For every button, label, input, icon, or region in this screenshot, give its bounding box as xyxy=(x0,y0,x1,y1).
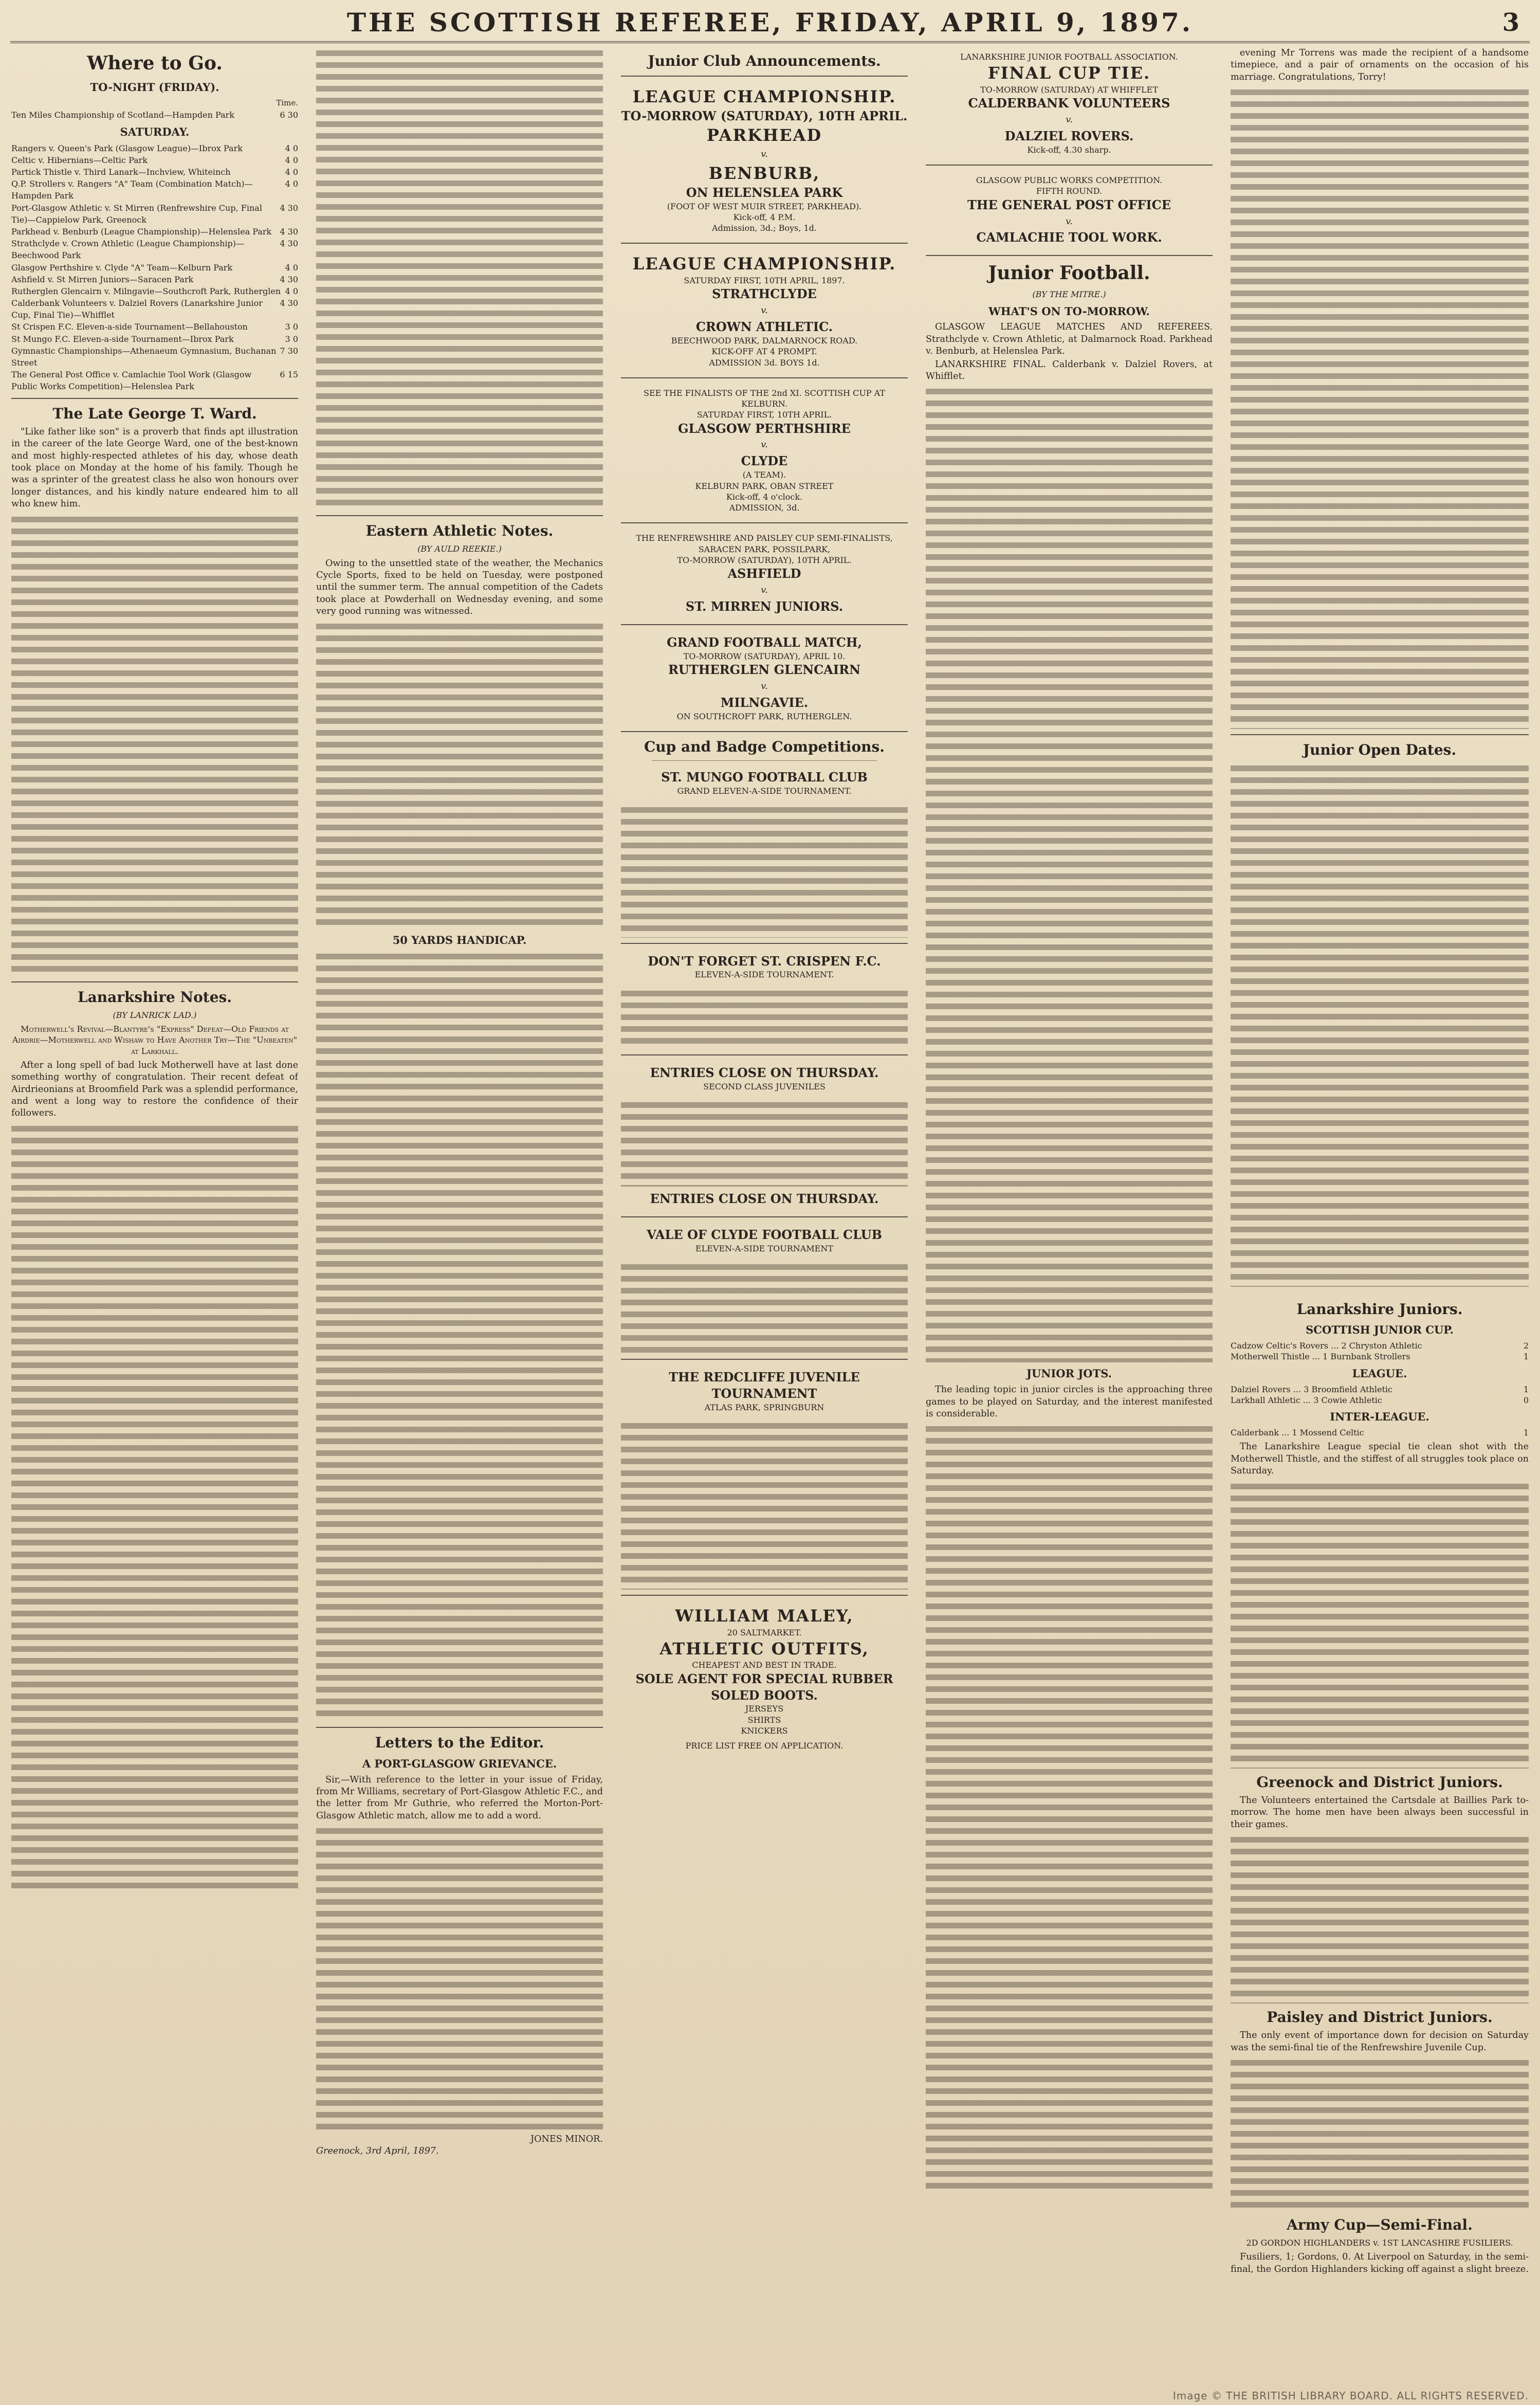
section-rule xyxy=(652,760,877,761)
fixture-row: Calderbank Volunteers v. Dalziel Rovers (Lanarkshire Junior Cup, Final Tie)—Whifflet 4 30 xyxy=(11,298,298,320)
fixtures-list-saturday xyxy=(11,142,298,393)
section-rule xyxy=(621,243,908,244)
open-dates-heading: Junior Open Dates. xyxy=(1303,741,1457,759)
newspaper-title: THE SCOTTISH REFEREE, FRIDAY, APRIL 9, 1897. xyxy=(346,7,1194,38)
eastern-heading: Eastern Athletic Notes. xyxy=(365,522,554,539)
body-text-block xyxy=(11,1123,298,1894)
junior-jots-heading: JUNIOR JOTS. xyxy=(1026,1367,1112,1380)
fixture-row: St Mungo F.C. Eleven-a-side Tournament—Ibrox Park 3 0 xyxy=(11,334,298,344)
junior-club-heading: Junior Club Announcements. xyxy=(648,52,881,69)
ward-heading: The Late George T. Ward. xyxy=(52,405,257,422)
byline: (BY AULD REEKIE.) xyxy=(417,544,502,554)
fixture-row: Gymnastic Championships—Athenaeum Gymnasium, Buchanan Street 7 30 xyxy=(11,345,298,368)
body-text-block xyxy=(1231,762,1529,1287)
letter-dateline: Greenock, 3rd April, 1897. xyxy=(316,2146,439,2157)
league-label: LEAGUE. xyxy=(1352,1367,1407,1380)
section-rule xyxy=(621,377,908,378)
advert-lanarkshire-final: LANARKSHIRE JUNIOR FOOTBALL ASSOCIATION. FINAL CUP TIE. TO-MORROW (SATURDAY) AT WHIFFLET CALDERBANK VOLUNTEERS v. DALZIEL ROVERS. Kick-off, 4.30 sharp. xyxy=(960,52,1178,155)
letter-signature: JONES MINOR. xyxy=(530,2134,603,2145)
image-credit: Image © THE BRITISH LIBRARY BOARD. ALL RIGHTS RESERVED. xyxy=(1172,2390,1529,2402)
body-text-block xyxy=(621,1420,908,1590)
section-rule xyxy=(926,165,1213,166)
handicap-heading: 50 YARDS HANDICAP. xyxy=(392,934,527,947)
advert-vale-of-clyde: VALE OF CLYDE FOOTBALL CLUB ELEVEN-A-SIDE TOURNAMENT xyxy=(647,1227,882,1253)
body-text-block xyxy=(1231,2057,1529,2211)
section-rule xyxy=(621,943,908,944)
results-table xyxy=(1231,1427,1529,1438)
section-rule xyxy=(926,255,1213,256)
cup-badge-heading: Cup and Badge Competitions. xyxy=(644,738,885,756)
advert-public-works: GLASGOW PUBLIC WORKS COMPETITION. FIFTH ROUND. THE GENERAL POST OFFICE v. CAMLACHIE TOOL WORK. xyxy=(967,175,1171,245)
advert-william-maley: WILLIAM MALEY, 20 SALTMARKET. ATHLETIC OUTFITS, CHEAPEST AND BEST IN TRADE. SOLE AGENT FOR SPECIAL RUBBER SOLED BOOTS. JERSEYS SHIRTS KNICKERS PRICE LIST FREE ON APPLICATION. xyxy=(635,1606,893,1751)
section-rule xyxy=(621,522,908,523)
results-table xyxy=(1231,1384,1529,1406)
fixture-row: Partick Thistle v. Third Lanark—Inchview, Whiteinch 4 0 xyxy=(11,167,298,177)
section-rule xyxy=(621,624,908,625)
result-row: Larkhall Athletic ... 3 Cowie Athletic 0 xyxy=(1231,1395,1529,1405)
section-rule xyxy=(11,398,298,399)
results-table xyxy=(1231,1340,1529,1362)
fixture-row: Celtic v. Hibernians—Celtic Park 4 0 xyxy=(11,155,298,165)
section-rule xyxy=(316,1727,603,1728)
eastern-paragraph: Owing to the unsettled state of the weather, the Mechanics Cycle Sports, fixed to be held on Tuesday, were postponed until the summer term. The annual competition of the Cadets took place at Powderhall on Wednesday evening, and some very good running was witnessed. xyxy=(316,558,603,617)
body-text-block xyxy=(316,951,603,1722)
letters-heading: Letters to the Editor. xyxy=(375,1734,544,1752)
body-text-block xyxy=(316,47,603,510)
fixture-row: Strathclyde v. Crown Athletic (League Championship)—Beechwood Park 4 30 xyxy=(11,239,298,261)
army-cup-subheading: 2D GORDON HIGHLANDERS v. 1ST LANCASHIRE FUSILIERS. xyxy=(1246,2238,1513,2248)
advert-entries-close-2: ENTRIES CLOSE ON THURSDAY. xyxy=(650,1191,879,1206)
section-rule xyxy=(316,515,603,516)
paisley-paragraph: The only event of importance down for decision on Saturday was the semi-final tie of the Renfrewshire Juvenile Cup. xyxy=(1231,2030,1529,2053)
fixture-row: Port-Glasgow Athletic v. St Mirren (Renfrewshire Cup, Final Tie)—Cappielow Park, Greenock 4 30 xyxy=(11,203,298,225)
ward-paragraph: "Like father like son" is a proverb that finds apt illustration in the career of the late George Ward, one of the best-known and most highly-respected athletes of his day, whose death took place on Monday at the home of his family. Though he was a sprinter of the greatest class he also won honours over longer distances, and his kindly nature endeared him to all who knew him. xyxy=(11,426,298,509)
fixture-row: Rutherglen Glencairn v. Milngavie—Southcroft Park, Rutherglen 4 0 xyxy=(11,286,298,296)
body-text-block xyxy=(316,621,603,929)
army-cup-heading: Army Cup—Semi-Final. xyxy=(1287,2216,1473,2233)
byline: (BY THE MITRE.) xyxy=(1032,289,1106,300)
advert-entries-close: ENTRIES CLOSE ON THURSDAY. SECOND CLASS JUVENILES xyxy=(650,1065,879,1091)
body-text-block xyxy=(1231,86,1529,729)
body-text-block xyxy=(11,514,298,976)
advert-parkhead-benburb: LEAGUE CHAMPIONSHIP. TO-MORROW (SATURDAY), 10TH APRIL. PARKHEAD v. BENBURB, ON HELENSLEA PARK (FOOT OF WEST MUIR STREET, PARKHEAD). Kick-off, 4 P.M. Admission, 3d.; Boys, 1d. xyxy=(621,87,908,233)
section-rule xyxy=(621,731,908,732)
column-4 xyxy=(926,47,1213,2384)
lanarkshire-paragraph: After a long spell of bad luck Motherwell have at last done something worthy of congratulation. Their recent defeat of Airdrieonians at Broomfield Park was a splendid performance, and went a long way to restore the confidence of their followers. xyxy=(11,1060,298,1119)
section-rule xyxy=(621,1216,908,1217)
fixture-row: Rangers v. Queen's Park (Glasgow League)—Ibrox Park 4 0 xyxy=(11,143,298,153)
result-row: Calderbank ... 1 Mossend Celtic 1 xyxy=(1231,1428,1529,1438)
body-text-block xyxy=(621,804,908,938)
body-text-block xyxy=(621,988,908,1049)
letter-subheading: A PORT-GLASGOW GRIEVANCE. xyxy=(362,1757,557,1770)
section-rule xyxy=(621,1359,908,1360)
time-label: Time. xyxy=(276,98,298,107)
junior-football-heading: Junior Football. xyxy=(988,262,1150,284)
section-rule xyxy=(11,981,298,982)
greenock-paragraph: The Volunteers entertained the Cartsdale at Baillies Park to-morrow. The home men have been always been successful in their games. xyxy=(1231,1795,1529,1830)
section-rule xyxy=(621,76,908,77)
lanarkshire-notes-heading: Lanarkshire Notes. xyxy=(77,988,232,1006)
tonight-subheading: TO-NIGHT (FRIDAY). xyxy=(90,80,219,94)
body-text-block xyxy=(621,1261,908,1354)
army-paragraph: Fusiliers, 1; Gordons, 0. At Liverpool on Saturday, in the semi-final, the Gordon Highlanders kicking off against a slight breeze. xyxy=(1231,2252,1529,2274)
lanark-juniors-paragraph: The Lanarkshire League special tie clean shot with the Motherwell Thistle, and the stiffest of all struggles took place on Saturday. xyxy=(1231,1442,1529,1477)
section-rule xyxy=(621,1054,908,1055)
section-rule xyxy=(1231,734,1529,735)
inter-league-label: INTER-LEAGUE. xyxy=(1330,1410,1429,1424)
advert-st-crispen: DON'T FORGET ST. CRISPEN F.C. ELEVEN-A-SIDE TOURNAMENT. xyxy=(648,953,881,980)
body-text-block xyxy=(1231,1481,1529,1769)
masthead xyxy=(10,4,1530,43)
advert-rutherglen-milngavie: GRAND FOOTBALL MATCH, TO-MORROW (SATURDAY), APRIL 10. RUTHERGLEN GLENCAIRN v. MILNGAVIE. ON SOUTHCROFT PARK, RUTHERGLEN. xyxy=(667,634,862,721)
column-3 xyxy=(621,47,908,2384)
where-to-go-heading: Where to Go. xyxy=(87,52,223,74)
result-row: Motherwell Thistle ... 1 Burnbank Strollers 1 xyxy=(1231,1352,1529,1362)
byline: (BY LANRICK LAD.) xyxy=(113,1010,197,1020)
column-1 xyxy=(11,47,298,2384)
section-rule xyxy=(621,1595,908,1596)
body-text-block xyxy=(926,386,1213,1362)
fixture-row: St Crispen F.C. Eleven-a-side Tournament—Bellahouston 3 0 xyxy=(11,322,298,332)
greenock-heading: Greenock and District Juniors. xyxy=(1256,1773,1503,1791)
junior-paragraph: GLASGOW LEAGUE MATCHES AND REFEREES. Strathclyde v. Crown Athletic, at Dalmarnock Road. Parkhead v. Benburb, at Helenslea Park. xyxy=(926,322,1213,357)
result-row: Cadzow Celtic's Rovers ... 2 Chryston Athletic 2 xyxy=(1231,1341,1529,1351)
fixture-row: Parkhead v. Benburb (League Championship)—Helenslea Park 4 30 xyxy=(11,226,298,236)
whats-on-subheading: WHAT'S ON TO-MORROW. xyxy=(988,304,1150,318)
body-text-block xyxy=(926,1423,1213,2194)
saturday-subheading: SATURDAY. xyxy=(120,125,190,138)
fixture-row: Q.P. Strollers v. Rangers "A" Team (Combination Match)—Hampden Park 4 0 xyxy=(11,179,298,201)
article-deck: Motherwell's Revival—Blantyre's "Express" Defeat—Old Friends at Airdrie—Motherwell and Wishaw to Have Another Try—The "Unbeaten" at Larkhall. xyxy=(12,1024,298,1056)
fixture-row: The General Post Office v. Camlachie Tool Work (Glasgow Public Works Competition)—Helenslea Park 6 15 xyxy=(11,370,298,392)
advert-perthshire-clyde: SEE THE FINALISTS OF THE 2nd XI. SCOTTISH CUP AT KELBURN. SATURDAY FIRST, 10TH APRIL. GLASGOW PERTHSHIRE v. CLYDE (A TEAM). KELBURN PARK, OBAN STREET Kick-off, 4 o'clock. ADMISSION, 3d. xyxy=(644,388,885,513)
advert-ashfield-stmirren: THE RENFREWSHIRE AND PAISLEY CUP SEMI-FINALISTS, SARACEN PARK, POSSILPARK, TO-MORROW (SATURDAY), 10TH APRIL. ASHFIELD v. ST. MIRREN JUNIORS. xyxy=(636,533,893,614)
fixture-row: Glasgow Perthshire v. Clyde "A" Team—Kelburn Park 4 0 xyxy=(11,262,298,272)
notes-paragraph: evening Mr Torrens was made the recipient of a handsome timepiece, and a pair of ornaments on the occasion of his marriage. Congratulations, Torry! xyxy=(1231,48,1529,82)
letter-paragraph: Sir,—With reference to the letter in your issue of Friday, from Mr Williams, secretary of Port-Glasgow Athletic F.C., and the letter from Mr Guthrie, who referred the Morton-Port-Glasgow Athletic match, allow me to add a word. xyxy=(316,1774,603,1821)
paisley-heading: Paisley and District Juniors. xyxy=(1267,2008,1493,2026)
lanarkshire-juniors-heading: Lanarkshire Juniors. xyxy=(1296,1301,1463,1318)
jots-paragraph: The leading topic in junior circles is the approaching three games to be played on Saturday, and the interest manifested is considerable. xyxy=(926,1384,1213,1419)
body-text-block xyxy=(621,1099,908,1187)
body-text-block xyxy=(316,1825,603,2134)
column-2 xyxy=(316,47,603,2384)
advert-redcliffe: THE REDCLIFFE JUVENILE TOURNAMENT ATLAS PARK, SPRINGBURN xyxy=(669,1369,860,1412)
column-5-lower xyxy=(1231,1296,1529,2384)
result-row: Dalziel Rovers ... 3 Broomfield Athletic 1 xyxy=(1231,1384,1529,1394)
advert-st-mungo: ST. MUNGO FOOTBALL CLUB GRAND ELEVEN-A-SIDE TOURNAMENT. xyxy=(661,770,868,796)
junior-paragraph: LANARKSHIRE FINAL. Calderbank v. Dalziel Rovers, at Whifflet. xyxy=(926,359,1213,381)
advert-strathclyde-crown: LEAGUE CHAMPIONSHIP. SATURDAY FIRST, 10TH APRIL, 1897. STRATHCLYDE v. CROWN ATHLETIC. BEECHWOOD PARK, DALMARNOCK ROAD. KICK-OFF AT 4 PROMPT. ADMISSION 3d. BOYS 1d. xyxy=(632,254,896,368)
fixtures-list-friday xyxy=(11,98,298,121)
fixture-row: Ten Miles Championship of Scotland—Hampden Park 6 30 xyxy=(11,110,298,120)
cup-label: SCOTTISH JUNIOR CUP. xyxy=(1306,1323,1454,1337)
page-number: 3 xyxy=(1502,8,1519,37)
fixture-row: Ashfield v. St Mirren Juniors—Saracen Park 4 30 xyxy=(11,274,298,284)
body-text-block xyxy=(1231,1834,1529,2003)
